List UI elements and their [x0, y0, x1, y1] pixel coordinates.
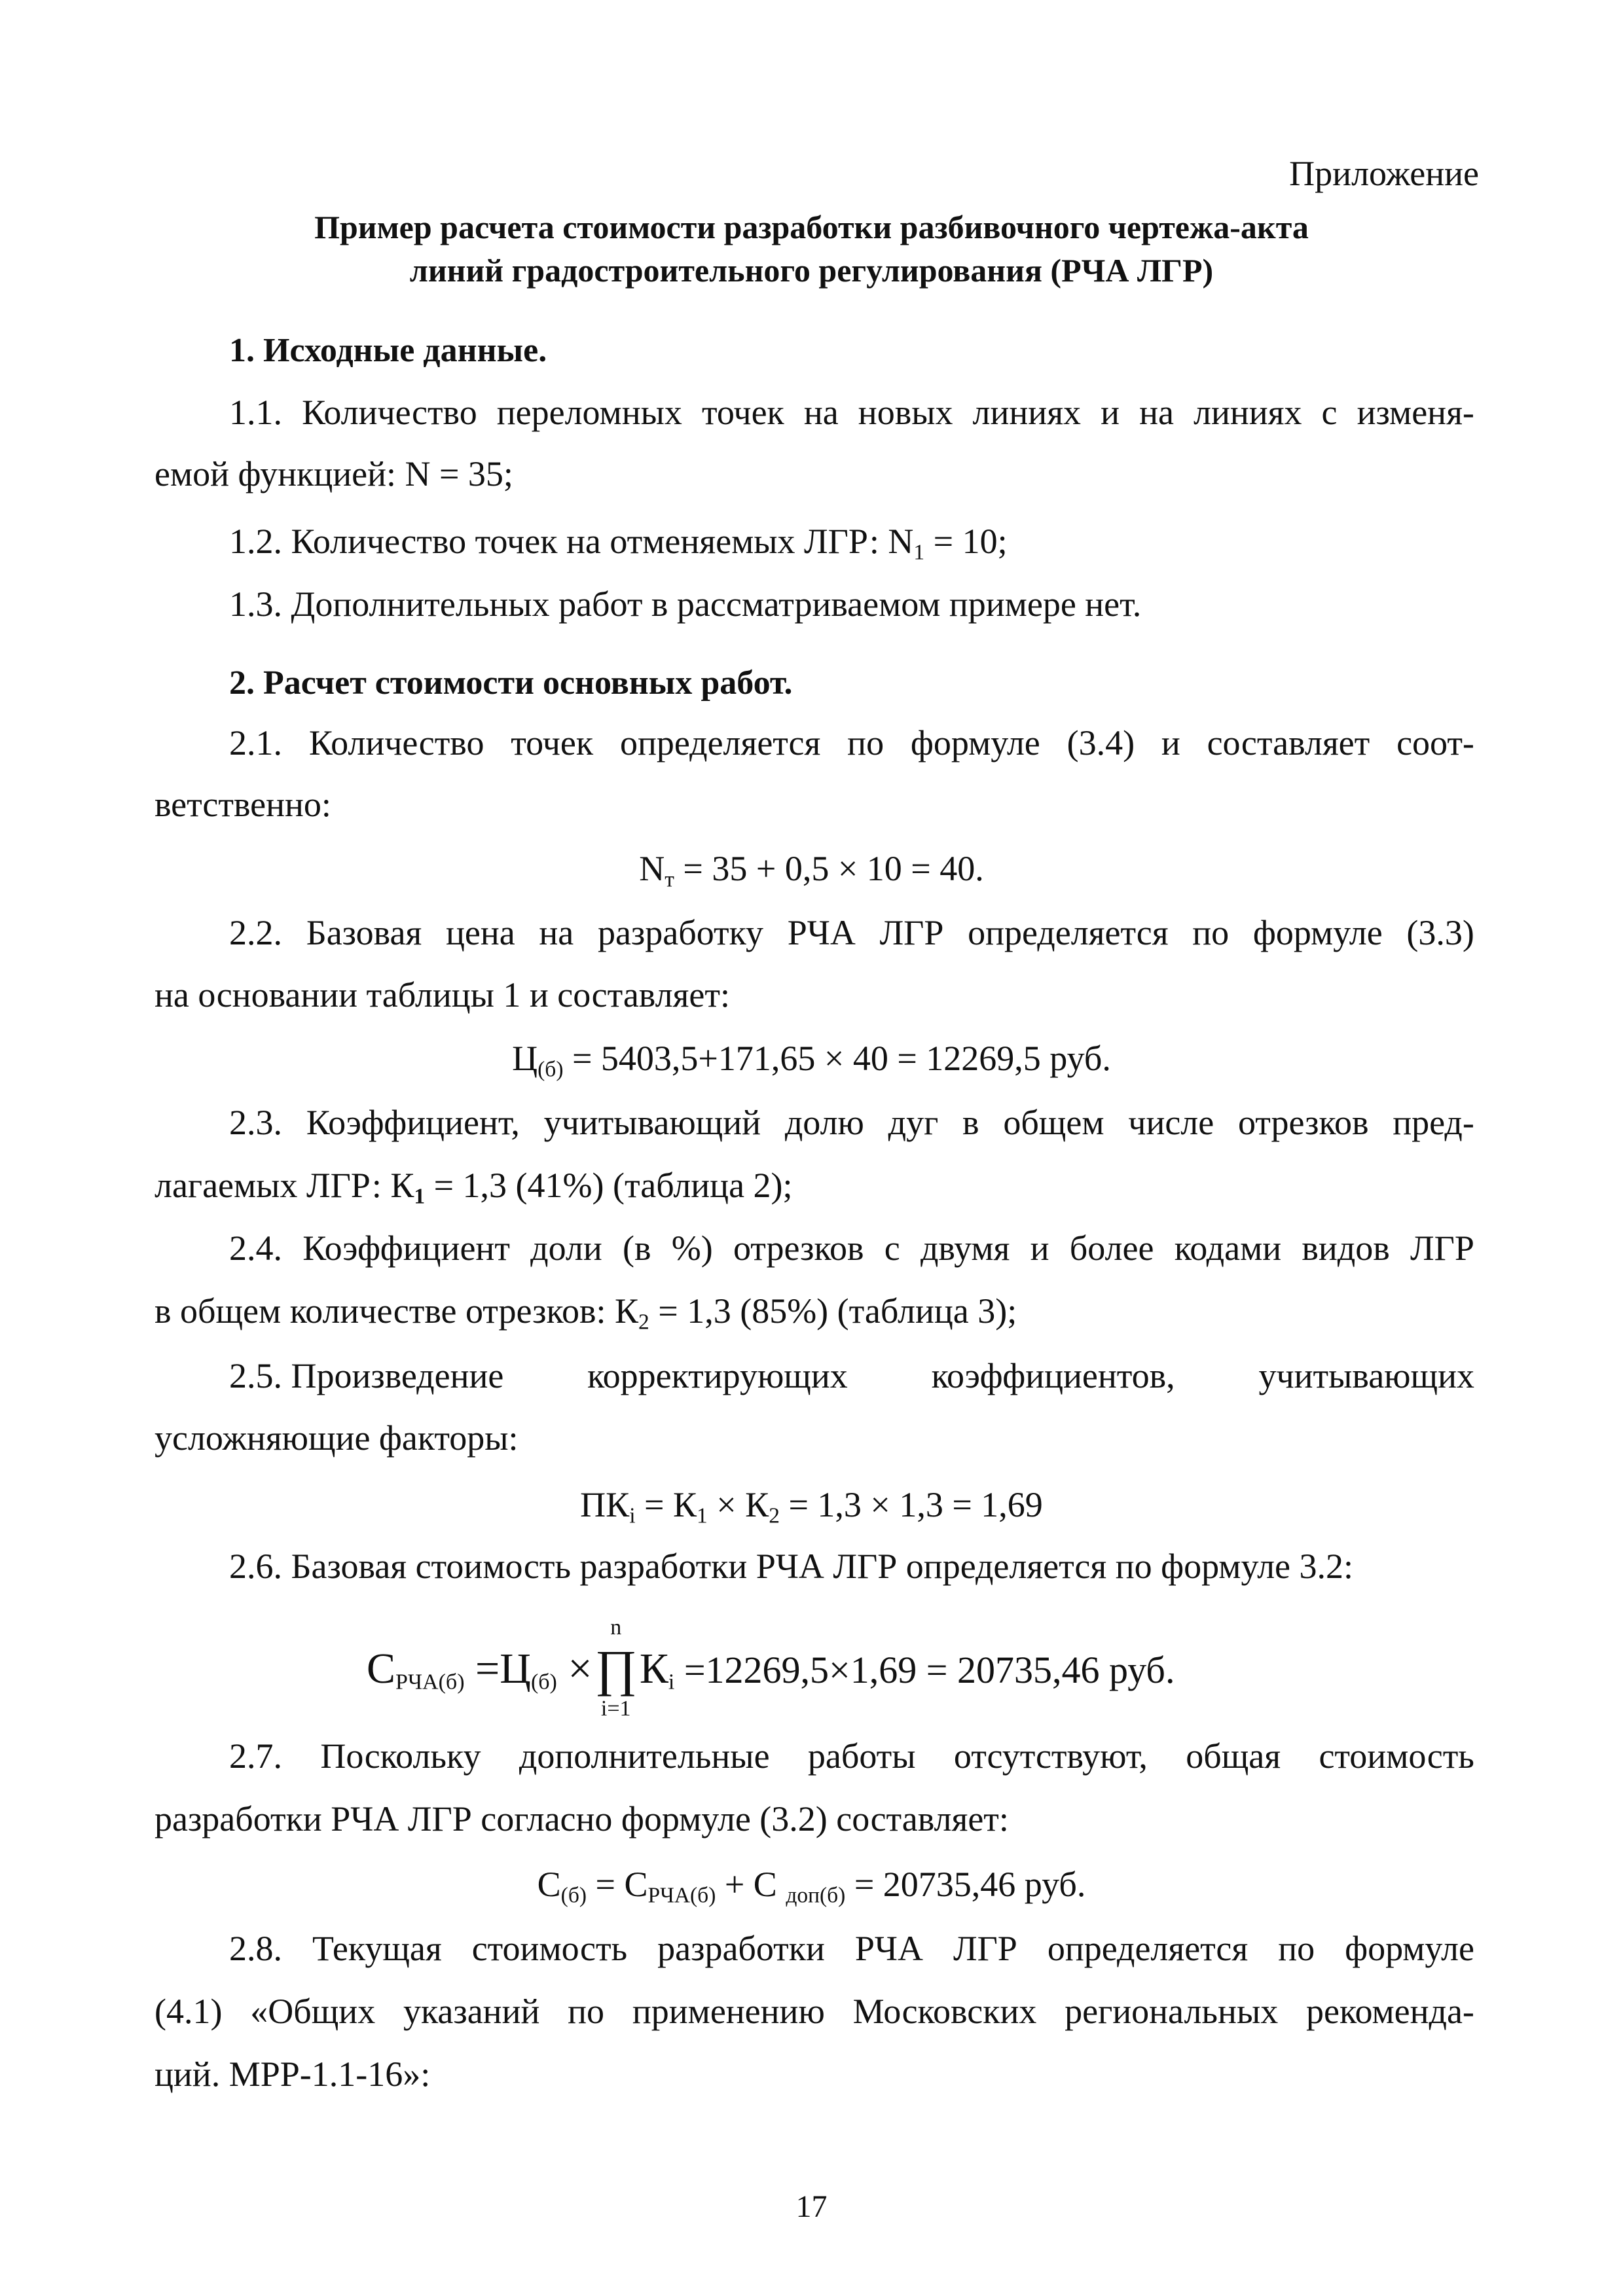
word: изменя-	[1357, 393, 1474, 432]
word: с	[884, 1229, 900, 1268]
word: Коэффициент	[302, 1229, 510, 1268]
paragraph-1-1-line-2: емой функцией: N = 35;	[155, 454, 513, 493]
word: Количество	[302, 393, 477, 432]
word: формуле	[1345, 1929, 1474, 1968]
word: дуг	[888, 1103, 939, 1142]
word: видов	[1302, 1229, 1390, 1268]
word: (в	[623, 1229, 651, 1268]
formula-coefficient-product: $ПК_i = К_1 \times К_2 = 1,3 \times 1,3 = 1,69$	[580, 1485, 1043, 1528]
word: линиях	[972, 393, 1082, 432]
word: и	[1101, 393, 1120, 432]
word: формуле	[910, 723, 1040, 762]
word: кодами	[1174, 1229, 1282, 1268]
paragraph-2-2-line-2: на основании таблицы 1 и составляет:	[155, 975, 730, 1014]
word: разработку	[597, 913, 764, 952]
word: 2.2.	[229, 913, 282, 952]
word: %)	[671, 1229, 713, 1268]
word: разработки	[657, 1929, 825, 1968]
word: дополнительные	[519, 1736, 770, 1776]
word: стоимость	[1319, 1736, 1474, 1776]
word: 2.4.	[229, 1229, 282, 1268]
word: 2.5. Произведение	[229, 1356, 504, 1395]
word: указаний	[403, 1992, 540, 2031]
word: ЛГР	[1410, 1229, 1474, 1268]
paragraph-2-5-line-1	[229, 1358, 1474, 1393]
word: стоимость	[471, 1929, 628, 1968]
paragraph-2-4-line-1	[229, 1230, 1474, 1266]
word: корректирующих	[587, 1356, 848, 1395]
word: на	[1139, 393, 1174, 432]
word: Текущая	[312, 1929, 442, 1968]
word: 2.3.	[229, 1103, 282, 1142]
word: ЛГР	[879, 913, 944, 952]
paragraph-2-1-line-1	[229, 725, 1474, 761]
word: по	[847, 723, 884, 762]
formula-total-cost: $С_{(б)} = С_{РЧА(б)} + С$ $_{доп(б)}$ = 20735,46 руб.	[537, 1865, 1086, 1908]
word: региональных	[1065, 1992, 1279, 2031]
word: (3.3)	[1406, 913, 1474, 952]
word: 1.1.	[229, 393, 282, 432]
word: более	[1069, 1229, 1154, 1268]
formula-nt: $N_т = 35 + 0,5 \times 10 = 40$.	[639, 849, 984, 892]
paragraph-2-1-line-2: ветственно:	[155, 785, 331, 824]
paragraph-2-7-line-2: разработки РЧА ЛГР согласно формуле (3.2) составляет:	[155, 1799, 1009, 1839]
word: и	[1030, 1229, 1049, 1268]
paragraph-2-8-line-3: ций. МРР-1.1-16»:	[155, 2054, 431, 2094]
word: «Общих	[250, 1992, 376, 2031]
word: (3.4)	[1067, 723, 1135, 762]
paragraph-2-7-line-1	[229, 1738, 1474, 1774]
word: отсутствуют,	[953, 1736, 1148, 1776]
word: коэффициентов,	[931, 1356, 1175, 1395]
paragraph-1-3: 1.3. Дополнительных работ в рассматриваемом примере нет.	[229, 584, 1142, 624]
paragraph-2-8-line-2	[155, 1994, 1474, 2029]
word: на	[803, 393, 839, 432]
word: (4.1)	[155, 1992, 223, 2031]
word: 2.7.	[229, 1736, 282, 1776]
word: учитывающий	[543, 1103, 761, 1142]
word: составляет	[1207, 723, 1370, 762]
word: новых	[858, 393, 953, 432]
formula-base-cost: $С_{РЧА(б)} =Ц_{(б)}$ × n ∏ i=1 $К_i =12269,5\times 1,69 = 20735,46$ руб.	[367, 1615, 1175, 1721]
word: рекоменда-	[1306, 1992, 1474, 2031]
word: Коэффициент,	[306, 1103, 520, 1142]
word: ЛГР	[953, 1929, 1017, 1968]
word: определяется	[1047, 1929, 1249, 1968]
word: Московских	[852, 1992, 1037, 2031]
word: применению	[632, 1992, 825, 2031]
word: отрезков	[1238, 1103, 1369, 1142]
paragraph-2-3-line-1	[229, 1105, 1474, 1140]
word: и	[1161, 723, 1180, 762]
word: соот-	[1396, 723, 1474, 762]
title-line-1: Пример расчета стоимости разработки разбивочного чертежа-акта	[314, 209, 1309, 245]
word: числе	[1128, 1103, 1214, 1142]
word: работы	[807, 1736, 916, 1776]
word: 2.8.	[229, 1929, 282, 1968]
paragraph-2-3-line-2: лагаемых ЛГР: $К_1 = 1,3$ (41%) (таблица 2);	[155, 1166, 793, 1209]
formula-base-price: $Ц_{(б)} = 5403,5+171,65 \times 40 = 12269,5$ руб.	[512, 1039, 1111, 1082]
word: линиях	[1194, 393, 1302, 432]
word: двумя	[920, 1229, 1010, 1268]
word: доли	[530, 1229, 602, 1268]
paragraph-2-5-line-2: усложняющие факторы:	[155, 1418, 519, 1458]
word: по	[1278, 1929, 1315, 1968]
paragraph-2-6: 2.6. Базовая стоимость разработки РЧА ЛГР определяется по формуле 3.2:	[229, 1547, 1354, 1586]
section-1-heading: 1. Исходные данные.	[229, 332, 547, 369]
word: Количество	[308, 723, 484, 762]
paragraph-1-1-line-1	[229, 395, 1474, 430]
appendix-label: Приложение	[1289, 154, 1479, 193]
word: РЧА	[854, 1929, 923, 1968]
word: переломных	[496, 393, 682, 432]
word: на	[539, 913, 574, 952]
paragraph-2-2-line-1	[229, 915, 1474, 950]
word: общая	[1186, 1736, 1281, 1776]
word: по	[568, 1992, 605, 2031]
section-2-heading: 2. Расчет стоимости основных работ.	[229, 664, 793, 702]
paragraph-1-2: 1.2. Количество точек на отменяемых ЛГР: $N_1 = 10$;	[229, 522, 1008, 565]
word: общем	[1003, 1103, 1104, 1142]
word: отрезков	[733, 1229, 864, 1268]
page-number: 17	[795, 2189, 828, 2224]
word: формуле	[1252, 913, 1383, 952]
word: цена	[445, 913, 515, 952]
word: точек	[511, 723, 594, 762]
product-symbol: n ∏ i=1	[594, 1615, 637, 1721]
word: определяется	[619, 723, 821, 762]
word: Базовая	[306, 913, 422, 952]
word: долю	[784, 1103, 864, 1142]
title-line-2: линий градостроительного регулирования (РЧА ЛГР)	[409, 252, 1214, 289]
word: РЧА	[787, 913, 856, 952]
word: определяется	[968, 913, 1169, 952]
word: по	[1192, 913, 1230, 952]
word: в	[962, 1103, 979, 1142]
word: с	[1321, 393, 1338, 432]
word: Поскольку	[320, 1736, 481, 1776]
paragraph-2-8-line-1	[229, 1931, 1474, 1966]
paragraph-2-4-line-2: в общем количестве отрезков: $К_2 = 1,3$ (85%) (таблица 3);	[155, 1291, 1017, 1335]
word: 2.1.	[229, 723, 282, 762]
word: точек	[701, 393, 784, 432]
word: учитывающих	[1258, 1356, 1474, 1395]
word: пред-	[1393, 1103, 1474, 1142]
